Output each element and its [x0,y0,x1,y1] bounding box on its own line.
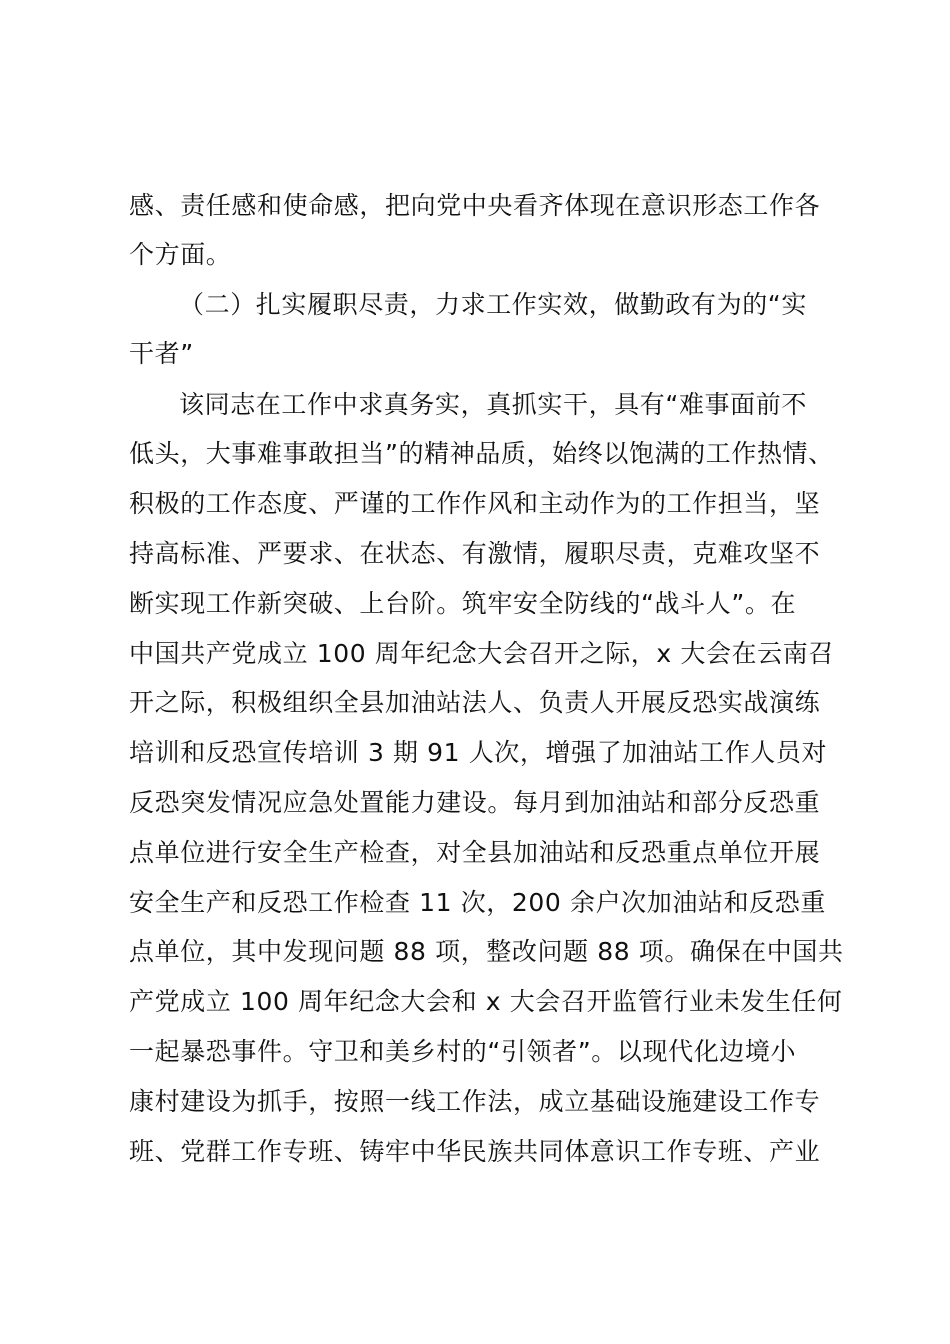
text-line: 断实现工作新突破、上台阶。筑牢安全防线的“战斗人”。在 [129,589,797,618]
text-line: 产党成立 100 周年纪念大会和 x 大会召开监管行业未发生任何 [129,987,843,1016]
text-line: 班、党群工作专班、铸牢中华民族共同体意识工作专班、产业 [129,1137,821,1166]
text-line: 个方面。 [129,240,232,269]
section-heading-line: 干者” [129,339,194,368]
text-line: 该同志在工作中求真务实，真抓实干，具有“难事面前不 [179,390,807,419]
text-line: 中国共产党成立 100 周年纪念大会召开之际，x 大会在云南召 [129,639,834,668]
text-line: 点单位进行安全生产检查，对全县加油站和反恐重点单位开展 [129,838,821,867]
text-line: 安全生产和反恐工作检查 11 次，200 余户次加油站和反恐重 [129,888,826,917]
section-heading-line: （二）扎实履职尽责，力求工作实效，做勤政有为的“实 [179,290,807,319]
text-line: 反恐突发情况应急处置能力建设。每月到加油站和部分反恐重 [129,788,821,817]
text-line: 积极的工作态度、严谨的工作作风和主动作为的工作担当，坚 [129,489,821,518]
text-line: 点单位，其中发现问题 88 项，整改问题 88 项。确保在中国共 [129,937,844,966]
text-line: 开之际，积极组织全县加油站法人、负责人开展反恐实战演练 [129,688,821,717]
text-line: 一起暴恐事件。守卫和美乡村的“引领者”。以现代化边境小 [129,1037,797,1066]
text-line: 感、责任感和使命感，把向党中央看齐体现在意识形态工作各 [129,191,821,220]
text-line: 培训和反恐宣传培训 3 期 91 人次，增强了加油站工作人员对 [129,738,828,767]
text-line: 持高标准、严要求、在状态、有激情，履职尽责，克难攻坚不 [129,539,821,568]
text-line: 低头，大事难事敢担当”的精神品质，始终以饱满的工作热情、 [129,439,834,468]
text-line: 康村建设为抓手，按照一线工作法，成立基础设施建设工作专 [129,1087,821,1116]
